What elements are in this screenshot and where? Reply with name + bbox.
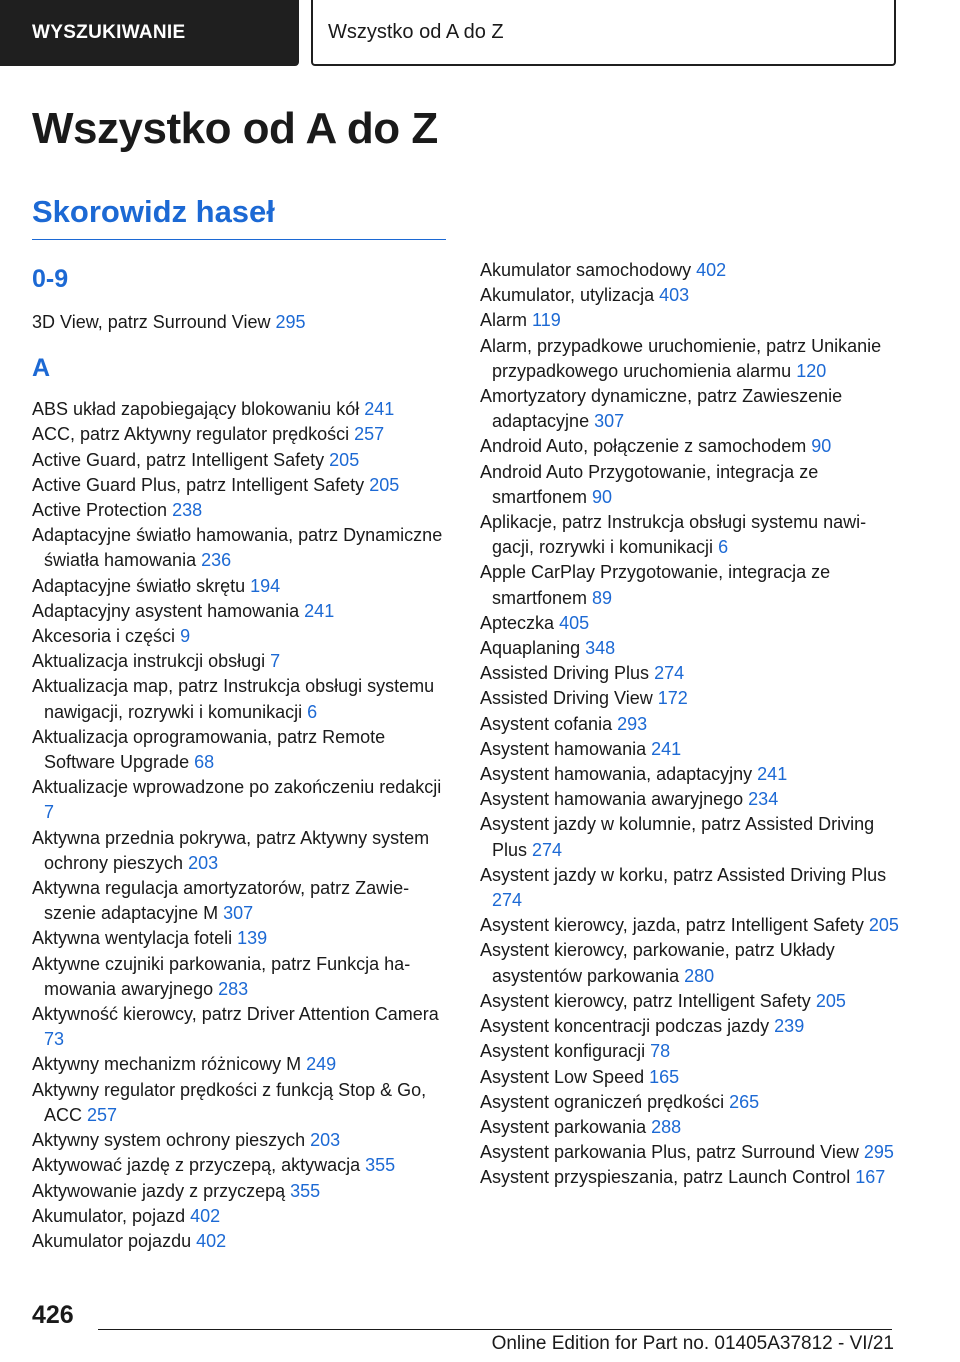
index-entry (32, 624, 452, 649)
index-entry (32, 1078, 452, 1128)
index-entry (480, 1115, 900, 1140)
index-entry-term: Aktywny regulator prędkości z funkcją Stop & Go, ACC (32, 1079, 427, 1125)
index-entry-page-link[interactable]: 236 (201, 550, 232, 571)
index-entry-term: Android Auto Przygotowanie, integracja ze smartfonem (480, 461, 819, 507)
index-entry (480, 762, 900, 787)
index-entry-term: Aquaplaning (480, 638, 581, 659)
index-entry-term: Asystent cofania (480, 713, 613, 734)
index-entry-page-link[interactable]: 120 (796, 360, 827, 381)
index-entry-term: Aplikacje, patrz Instrukcja obsługi systemu nawigacji, rozrywki i komunikacji (480, 512, 867, 558)
index-entry (480, 308, 900, 333)
index-entry-term: Asystent kierowcy, parkowanie, patrz Układy asystentów parkowania (480, 940, 835, 986)
index-entry-term: Assisted Driving View (480, 688, 653, 709)
index-entry-term: Asystent kierowcy, jazda, patrz Intelligent Safety (480, 915, 864, 936)
index-entry-term: Asystent kierowcy, patrz Intelligent Safety (480, 990, 811, 1011)
index-entry-page-link[interactable]: 203 (188, 852, 219, 873)
index-entry-term: Aktualizacja oprogramowania, patrz Remote Software Upgrade (32, 726, 386, 773)
index-column-left (32, 258, 452, 1254)
index-entry (480, 460, 900, 510)
section-divider (32, 239, 446, 240)
index-entry-page-link[interactable]: 249 (306, 1054, 337, 1075)
index-entry-page-link[interactable]: 89 (592, 587, 613, 608)
index-entry-term: Aktywność kierowcy, patrz Driver Attention Camera (32, 1004, 439, 1025)
page-number: 426 (32, 1301, 74, 1329)
index-entry (480, 1014, 900, 1039)
index-entry-page-link[interactable]: 403 (659, 285, 690, 306)
index-entry-term: ABS układ zapobiegający blokowaniu kół (32, 399, 360, 420)
index-entry-term: Aktywna wentylacja foteli (32, 928, 233, 949)
index-entry-page-link[interactable]: 239 (774, 1016, 805, 1037)
index-entry-term: 3D View, patrz Surround View (32, 312, 271, 332)
index-entry (480, 1039, 900, 1064)
index-entry (480, 1165, 900, 1190)
edition-note: Online Edition for Part no. 01405A37812 - VI/21 (491, 1333, 894, 1354)
index-entry-page-link[interactable]: 288 (651, 1116, 682, 1137)
index-entry (480, 938, 900, 988)
index-entry (480, 1065, 900, 1090)
index-entry-term: ACC, patrz Aktywny regulator prędkości (32, 424, 350, 445)
index-entry (480, 661, 900, 686)
index-entry-page-link[interactable]: 307 (594, 411, 625, 432)
index-entry (480, 434, 900, 459)
page-title: Wszystko od A do Z (32, 104, 438, 153)
index-entry (480, 863, 900, 913)
index-entry-term: Aktualizacje wprowadzone po zakończeniu redakcji (32, 777, 442, 798)
index-entry-term: Android Auto, połączenie z samochodem (480, 436, 807, 457)
index-entry-term: Aktywny system ochrony pieszych (32, 1130, 306, 1151)
index-entry (32, 310, 452, 335)
index-entry-page-link[interactable]: 90 (592, 486, 613, 507)
index-entry (480, 812, 900, 862)
index-entry (32, 397, 452, 422)
index-entry-page-link[interactable]: 7 (44, 802, 55, 823)
index-entry-page-link[interactable]: 9 (180, 626, 191, 647)
index-entry (32, 523, 452, 573)
index-entry-page-link[interactable]: 307 (223, 903, 254, 924)
index-entry-term: Adaptacyjne światło hamowania, patrz Dynamiczne światła hamowania (32, 525, 443, 571)
index-entry-term: Apteczka (480, 612, 555, 633)
index-entry-page-link[interactable]: 203 (310, 1130, 341, 1151)
index-entry-page-link[interactable]: 167 (855, 1167, 886, 1188)
index-entry (32, 1153, 452, 1178)
index-entry-term: Aktywny mechanizm różnicowy M (32, 1054, 302, 1075)
index-list-a (32, 397, 452, 1254)
index-entry-term: Akumulator, pojazd (32, 1205, 186, 1226)
index-entry (480, 384, 900, 434)
index-entry (32, 826, 452, 876)
index-entry-term: Alarm (480, 310, 528, 331)
index-entry-term: Aktywne czujniki parkowania, patrz Funkcja hamowania awaryjnego (32, 953, 411, 999)
index-column-right (480, 258, 900, 1191)
index-entry (32, 1052, 452, 1077)
index-entry (32, 674, 452, 724)
index-group-heading-a: A (32, 354, 51, 383)
index-entry-page-link[interactable]: 295 (863, 1142, 894, 1163)
section-tab[interactable]: WYSZUKIWANIE (0, 0, 299, 66)
index-entry-page-link[interactable]: 241 (757, 764, 788, 785)
index-entry (32, 473, 452, 498)
index-entry-page-link[interactable]: 165 (649, 1066, 680, 1087)
index-entry-page-link[interactable]: 73 (44, 1029, 65, 1050)
index-entry-term: Adaptacyjny asystent hamowania (32, 600, 300, 621)
index-entry-page-link[interactable]: 234 (748, 789, 779, 810)
index-entry-page-link[interactable]: 68 (194, 752, 215, 773)
index-entry (32, 876, 452, 926)
index-entry-term: Asystent jazdy w korku, patrz Assisted Driving Plus (480, 864, 887, 885)
index-entry-page-link[interactable]: 6 (307, 701, 318, 722)
index-entry-term: Asystent parkowania (480, 1116, 647, 1137)
index-entry (480, 787, 900, 812)
index-entry-page-link[interactable]: 241 (651, 738, 682, 759)
index-entry-page-link[interactable]: 355 (290, 1180, 321, 1201)
chapter-tab[interactable]: Wszystko od A do Z (311, 0, 896, 66)
index-entry-page-link[interactable]: 257 (87, 1104, 118, 1125)
index-entry-page-link[interactable]: 205 (868, 915, 899, 936)
index-group-heading-0-9: 0-9 (32, 265, 69, 293)
index-entry-term: Akumulator samochodowy (480, 260, 692, 280)
index-entry-page-link[interactable]: 274 (532, 839, 563, 860)
index-entry-page-link[interactable]: 90 (811, 436, 832, 457)
index-entry (480, 737, 900, 762)
index-entry-page-link[interactable]: 257 (354, 424, 385, 445)
index-entry (480, 989, 900, 1014)
index-entry (32, 649, 452, 674)
index-entry (32, 926, 452, 951)
index-entry-page-link[interactable]: 194 (250, 575, 281, 596)
index-entry-term: Active Guard Plus, patrz Intelligent Safety (32, 474, 365, 495)
index-entry-term: Akcesoria i części (32, 626, 176, 647)
index-entry-page-link[interactable]: 205 (329, 449, 360, 470)
index-entry (32, 775, 452, 825)
index-entry-page-link[interactable]: 402 (696, 260, 727, 280)
index-entry-page-link[interactable]: 283 (218, 978, 249, 999)
index-entry-term: Aktualizacja instrukcji obsługi (32, 651, 266, 672)
index-entry-page-link[interactable]: 405 (559, 612, 590, 633)
index-entry-term: Asystent ograniczeń prędkości (480, 1091, 725, 1112)
index-entry-page-link[interactable]: 348 (585, 638, 616, 659)
index-entry-term: Asystent hamowania (480, 738, 647, 759)
index-entry-page-link[interactable]: 274 (654, 663, 685, 684)
index-entry-page-link[interactable]: 205 (369, 474, 400, 495)
index-entry (32, 725, 452, 775)
index-entry (480, 712, 900, 737)
index-entry-term: Adaptacyjne światło skrętu (32, 575, 246, 596)
index-entry-page-link[interactable]: 293 (617, 713, 648, 734)
index-entry (32, 1128, 452, 1153)
index-entry-term: Active Protection (32, 500, 168, 521)
index-entry-term: Aktualizacja map, patrz Instrukcja obsługi systemu nawigacji, rozrywki i komunikacji (32, 676, 435, 722)
index-entry-term: Akumulator, utylizacja (480, 285, 655, 306)
index-entry-page-link[interactable]: 78 (650, 1041, 671, 1062)
index-entry-term: Asystent przyspieszania, patrz Launch Control (480, 1167, 851, 1188)
index-entry-term: Asystent Low Speed (480, 1066, 645, 1087)
index-entry-page-link[interactable]: 238 (172, 500, 203, 521)
index-entry-page-link[interactable]: 265 (729, 1091, 760, 1112)
header-bar (0, 0, 960, 66)
index-entry-term: Asystent parkowania Plus, patrz Surround View (480, 1142, 859, 1163)
index-entry-page-link[interactable]: 205 (815, 990, 846, 1011)
index-entry (480, 334, 900, 384)
index-list-0-9 (32, 310, 452, 335)
index-list-a-continued (480, 258, 900, 1191)
index-entry (480, 1090, 900, 1115)
index-entry-term: Active Guard, patrz Intelligent Safety (32, 449, 325, 470)
index-entry-page-link[interactable]: 119 (532, 310, 561, 331)
index-entry-page-link[interactable]: 280 (684, 965, 715, 986)
index-entry (32, 574, 452, 599)
index-entry (32, 422, 452, 447)
index-entry-page-link[interactable]: 241 (364, 399, 395, 420)
index-entry-term: Asystent konfiguracji (480, 1041, 646, 1062)
index-entry (32, 1229, 452, 1254)
index-entry-term: Amortyzatory dynamiczne, patrz Zawieszenie adaptacyjne (480, 386, 843, 432)
index-entry (32, 498, 452, 523)
index-entry (32, 448, 452, 473)
index-entry-page-link[interactable]: 402 (190, 1205, 221, 1226)
index-entry-page-link[interactable]: 355 (365, 1155, 396, 1176)
index-entry (480, 258, 900, 283)
index-entry (480, 686, 900, 711)
index-entry (32, 952, 452, 1002)
index-entry (480, 913, 900, 938)
index-entry-page-link[interactable]: 274 (492, 890, 523, 911)
index-entry-page-link[interactable]: 402 (196, 1230, 227, 1251)
index-entry (32, 1002, 452, 1052)
index-entry-term: Asystent jazdy w kolumnie, patrz Assisted Driving Plus (480, 814, 875, 860)
index-entry-term: Assisted Driving Plus (480, 663, 650, 684)
index-entry-page-link[interactable]: 241 (304, 600, 335, 621)
index-entry (32, 1204, 452, 1229)
index-entry (480, 611, 900, 636)
index-entry (32, 1179, 452, 1204)
section-title: Skorowidz haseł (32, 194, 275, 229)
index-entry-page-link[interactable]: 6 (718, 537, 729, 558)
index-entry-term: Aktywna przednia pokrywa, patrz Aktywny system ochrony pieszych (32, 827, 430, 873)
index-entry-page-link[interactable]: 139 (237, 928, 268, 949)
index-entry-term: Aktywowanie jazdy z przyczepą (32, 1180, 286, 1201)
index-entry-page-link[interactable]: 7 (270, 651, 281, 672)
index-entry-term: Asystent koncentracji podczas jazdy (480, 1016, 770, 1037)
index-entry-term: Apple CarPlay Przygotowanie, integracja ze smartfonem (480, 562, 831, 608)
index-entry (480, 636, 900, 661)
index-entry-term: Alarm, przypadkowe uruchomienie, patrz Unikanie przypadkowego uruchomienia alarmu (480, 335, 882, 381)
index-entry (32, 599, 452, 624)
index-entry (480, 1140, 900, 1165)
footer-divider (98, 1329, 892, 1330)
index-entry-term: Asystent hamowania, adaptacyjny (480, 764, 753, 785)
index-entry-term: Aktywować jazdę z przyczepą, aktywacja (32, 1155, 361, 1176)
index-entry-term: Asystent hamowania awaryjnego (480, 789, 744, 810)
index-entry-page-link[interactable]: 172 (657, 688, 688, 709)
index-entry (480, 560, 900, 610)
index-entry-term: Aktywna regulacja amortyzatorów, patrz Zawieszenie adaptacyjne M (32, 878, 410, 924)
index-entry-term: Akumulator pojazdu (32, 1230, 192, 1251)
index-entry (480, 510, 900, 560)
index-entry-page-link[interactable]: 295 (275, 312, 306, 332)
index-entry (480, 283, 900, 308)
